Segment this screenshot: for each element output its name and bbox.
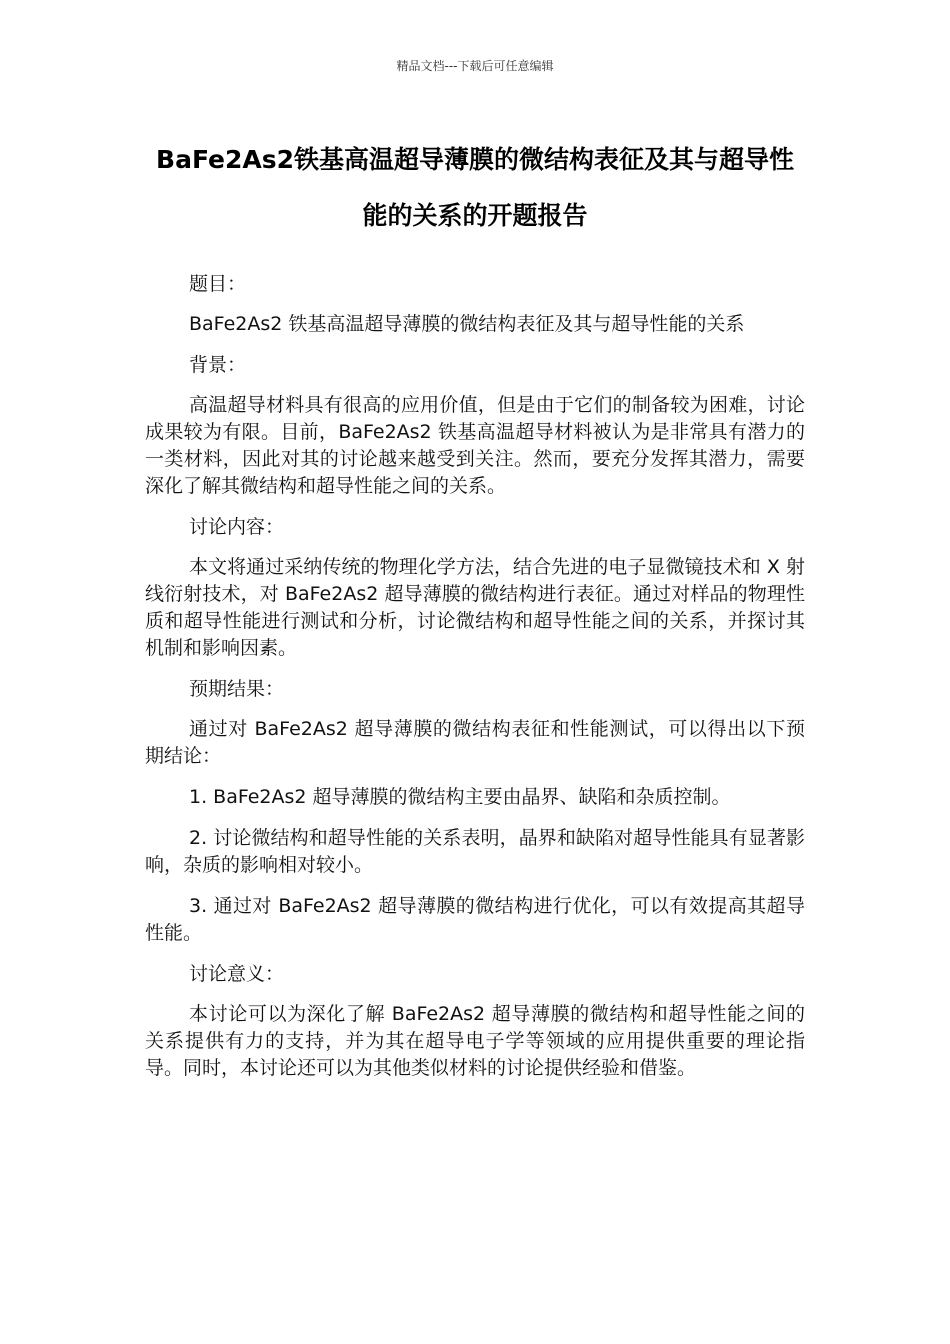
conclusion-item-2: 2. 讨论微结构和超导性能的关系表明，晶界和缺陷对超导性能具有显著影响，杂质的影响相对较小。	[145, 827, 805, 876]
label-topic: 题目：	[189, 273, 247, 295]
label-significance: 讨论意义：	[189, 963, 285, 985]
label-expected-results: 预期结果：	[189, 678, 285, 700]
research-content-text: 本文将通过采纳传统的物理化学方法，结合先进的电子显微镜技术和 X 射线衍射技术，对 BaFe2As2 超导薄膜的微结构进行表征。通过对样品的物理性质和超导性能进行测试和分析，讨论微结构和超导性能之间的关系，并探讨其机制和影响因素。	[145, 556, 805, 659]
background-text: 高温超导材料具有很高的应用价值，但是由于它们的制备较为困难，讨论成果较为有限。目前，BaFe2As2 铁基高温超导材料被认为是非常具有潜力的一类材料，因此对其的讨论越来越受到关注。然而，要充分发挥其潜力，需要深化了解其微结构和超导性能之间的关系。	[145, 394, 805, 497]
label-research-content: 讨论内容：	[189, 516, 285, 538]
header-note: 精品文档---下载后可任意编辑	[396, 59, 554, 73]
conclusion-item-1: 1. BaFe2As2 超导薄膜的微结构主要由晶界、缺陷和杂质控制。	[189, 786, 731, 808]
conclusion-item-3: 3. 通过对 BaFe2As2 超导薄膜的微结构进行优化，可以有效提高其超导性能。	[145, 895, 805, 944]
topic-text: BaFe2As2 铁基高温超导薄膜的微结构表征及其与超导性能的关系	[189, 313, 745, 335]
expected-results-intro: 通过对 BaFe2As2 超导薄膜的微结构表征和性能测试，可以得出以下预期结论：	[145, 718, 805, 767]
label-background: 背景：	[189, 354, 247, 376]
document-title: BaFe2As2铁基高温超导薄膜的微结构表征及其与超导性能的关系的开题报告	[156, 145, 794, 230]
document-body	[145, 271, 805, 1096]
significance-text: 本讨论可以为深化了解 BaFe2As2 超导薄膜的微结构和超导性能之间的关系提供有力的支持，并为其在超导电子学等领域的应用提供重要的理论指导。同时，本讨论还可以为其他类似材料的讨论提供经验和借鉴。	[145, 1003, 805, 1079]
